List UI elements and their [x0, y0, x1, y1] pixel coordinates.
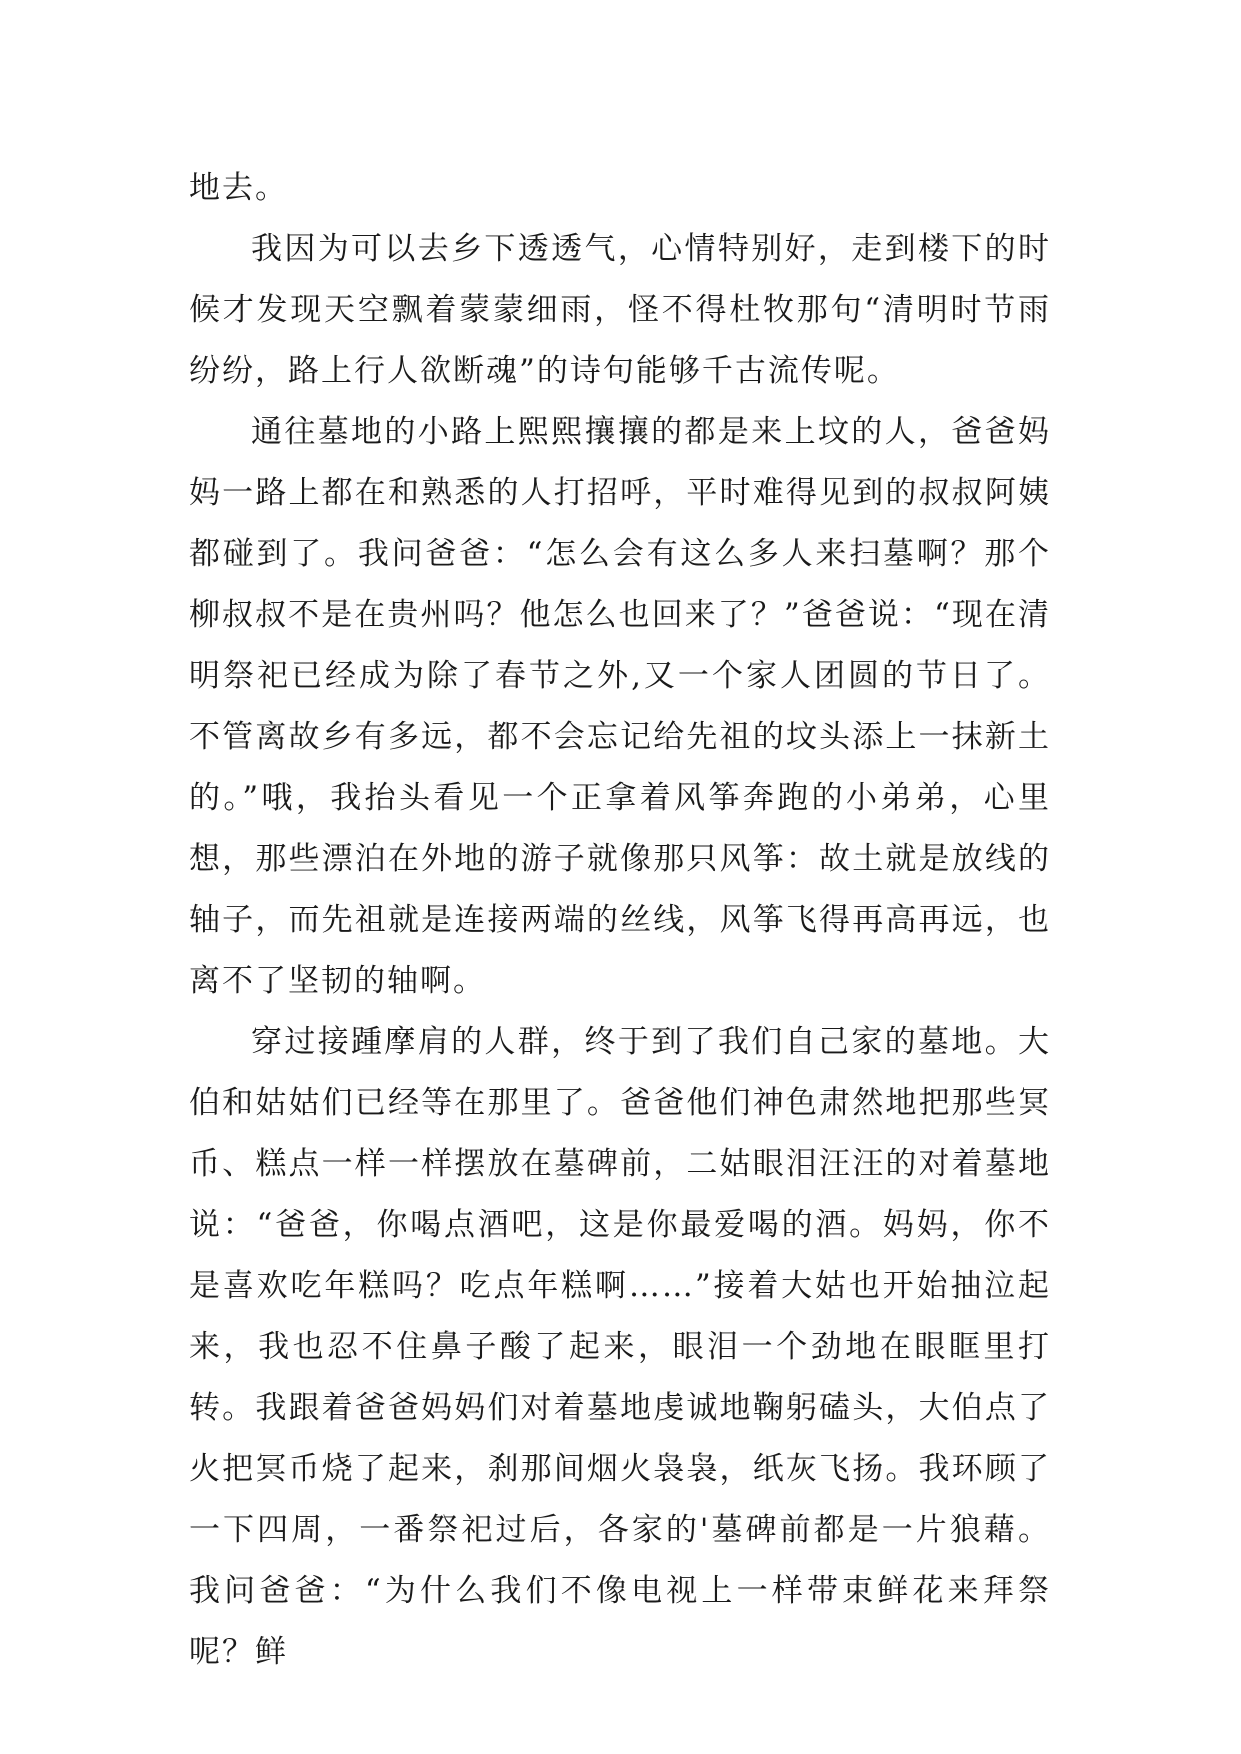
paragraph: 穿过接踵摩肩的人群，终于到了我们自己家的墓地。大伯和姑姑们已经等在那里了。爸爸他们神色肃然地把那些冥币、糕点一样一样摆放在墓碑前，二姑眼泪汪汪的对着墓地说：“爸爸，你喝点酒吧，这是你最爱喝的酒。妈妈，你不是喜欢吃年糕吗？吃点年糕啊……”接着大姑也开始抽泣起来，我也忍不住鼻子酸了起来，眼泪一个劲地在眼眶里打转。我跟着爸爸妈妈们对着墓地虔诚地鞠躬磕头，大伯点了火把冥币烧了起来，刹那间烟火袅袅，纸灰飞扬。我环顾了一下四周，一番祭祀过后，各家的'墓碑前都是一片狼藉。我问爸爸：“为什么我们不像电视上一样带束鲜花来拜祭呢？鲜	[189, 1024, 1051, 1670]
paragraph: 通往墓地的小路上熙熙攘攘的都是来上坟的人，爸爸妈妈一路上都在和熟悉的人打招呼，平时难得见到的叔叔阿姨都碰到了。我问爸爸：“怎么会有这么多人来扫墓啊？那个柳叔叔不是在贵州吗？他怎么也回来了？”爸爸说：“现在清明祭祀已经成为除了春节之外,又一个家人团圆的节日了。不管离故乡有多远，都不会忘记给先祖的坟头添上一抹新土的。”哦，我抬头看见一个正拿着风筝奔跑的小弟弟，心里想，那些漂泊在外地的游子就像那只风筝：故土就是放线的轴子，而先祖就是连接两端的丝线，风筝飞得再高再远，也离不了坚韧的轴啊。	[189, 414, 1051, 999]
paragraph-continuation: 地去。	[189, 170, 288, 206]
paragraph: 我因为可以去乡下透透气，心情特别好，走到楼下的时候才发现天空飘着蒙蒙细雨，怪不得杜牧那句“清明时节雨纷纷，路上行人欲断魂”的诗句能够千古流传呢。	[189, 231, 1051, 389]
body-text	[189, 158, 1051, 1683]
